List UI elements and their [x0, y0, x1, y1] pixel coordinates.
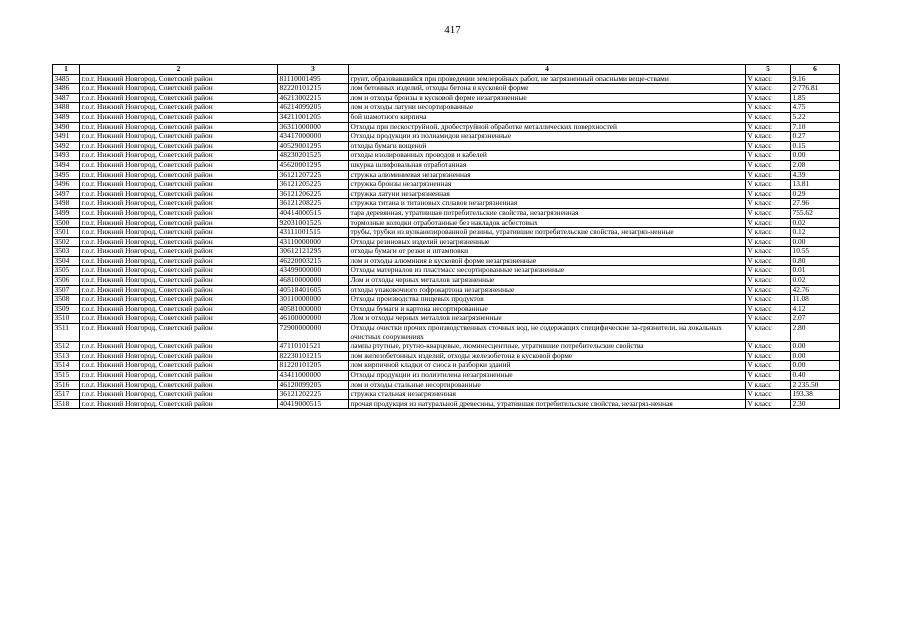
location-cell: г.о.г. Нижний Новгород, Советский район: [80, 266, 278, 276]
location-cell: г.о.г. Нижний Новгород, Советский район: [80, 93, 278, 103]
hazard-class-cell: V класс: [746, 380, 791, 390]
table-row: [53, 160, 840, 170]
waste-code-cell: 82230101215: [278, 351, 349, 361]
quantity-cell: 0.15: [791, 141, 840, 151]
waste-name-cell: лом железобетонных изделий, отходы железобетона в кусковой форме: [349, 351, 746, 361]
location-cell: г.о.г. Нижний Новгород, Советский район: [80, 199, 278, 209]
table-row: [53, 399, 840, 409]
row-number-cell: 3502: [53, 237, 80, 247]
table-row: [53, 324, 840, 342]
quantity-cell: 4.39: [791, 170, 840, 180]
waste-name-cell: тормозные колодки отработанные без накладок асбестовых: [349, 218, 746, 228]
waste-code-cell: 46214099205: [278, 103, 349, 113]
table-row: [53, 141, 840, 151]
waste-name-cell: Отходы продукции из полиамидов незагрязненные: [349, 132, 746, 142]
waste-name-cell: лампы ртутные, ртутно-кварцевые, люминесцентные, утратившие потребительские свойства: [349, 342, 746, 352]
table-row: [53, 371, 840, 381]
quantity-cell: 0.02: [791, 276, 840, 286]
waste-name-cell: Отходы продукции из полиэтилена незагрязненные: [349, 371, 746, 381]
table-row: [53, 256, 840, 266]
hazard-class-cell: V класс: [746, 141, 791, 151]
row-number-cell: 3513: [53, 351, 80, 361]
location-cell: г.о.г. Нижний Новгород, Советский район: [80, 256, 278, 266]
location-cell: г.о.г. Нижний Новгород, Советский район: [80, 74, 278, 84]
waste-code-cell: 40518401605: [278, 285, 349, 295]
waste-code-cell: 34211001205: [278, 112, 349, 122]
location-cell: г.о.г. Нижний Новгород, Советский район: [80, 112, 278, 122]
location-cell: г.о.г. Нижний Новгород, Советский район: [80, 218, 278, 228]
waste-name-cell: Отходы резиновых изделий незагрязненные: [349, 237, 746, 247]
waste-name-cell: Отходы бумаги и картона несортированные: [349, 304, 746, 314]
quantity-cell: 4.75: [791, 103, 840, 113]
waste-code-cell: 47110101521: [278, 342, 349, 352]
quantity-cell: 0.27: [791, 132, 840, 142]
waste-name-cell: грунт, образовавшийся при проведении землеройных работ, не загрязненный опасными веще-ствами: [349, 74, 746, 84]
row-number-cell: 3516: [53, 380, 80, 390]
location-cell: г.о.г. Нижний Новгород, Советский район: [80, 132, 278, 142]
waste-name-cell: Лом и отходы черных металлов незагрязненные: [349, 314, 746, 324]
hazard-class-cell: V класс: [746, 237, 791, 247]
quantity-cell: 2.30: [791, 399, 840, 409]
row-number-cell: 3500: [53, 218, 80, 228]
row-number-cell: 3506: [53, 276, 80, 286]
row-number-cell: 3495: [53, 170, 80, 180]
waste-code-cell: 43499000000: [278, 266, 349, 276]
waste-code-cell: 36121205225: [278, 180, 349, 190]
hazard-class-cell: V класс: [746, 208, 791, 218]
hazard-class-cell: V класс: [746, 351, 791, 361]
waste-name-cell: отходы упаковочного гофрокартона незагрязненные: [349, 285, 746, 295]
table-row: [53, 304, 840, 314]
waste-code-cell: 43111001515: [278, 228, 349, 238]
location-cell: г.о.г. Нижний Новгород, Советский район: [80, 151, 278, 161]
row-number-cell: 3486: [53, 84, 80, 94]
waste-code-cell: 30612121295: [278, 247, 349, 257]
waste-code-cell: 36311000000: [278, 122, 349, 132]
location-cell: г.о.г. Нижний Новгород, Советский район: [80, 103, 278, 113]
waste-name-cell: стружка бронзы незагрязненная: [349, 180, 746, 190]
quantity-cell: 0.00: [791, 237, 840, 247]
row-number-cell: 3507: [53, 285, 80, 295]
row-number-cell: 3498: [53, 199, 80, 209]
waste-code-cell: 36121206225: [278, 189, 349, 199]
quantity-cell: 10.55: [791, 247, 840, 257]
table-row: [53, 390, 840, 400]
row-number-cell: 3505: [53, 266, 80, 276]
table-row: [53, 199, 840, 209]
quantity-cell: 2.07: [791, 314, 840, 324]
hazard-class-cell: V класс: [746, 170, 791, 180]
table-row: [53, 218, 840, 228]
waste-name-cell: отходы изолированных проводов и кабелей: [349, 151, 746, 161]
hazard-class-cell: V класс: [746, 180, 791, 190]
quantity-cell: 0.00: [791, 151, 840, 161]
waste-code-cell: 40419000515: [278, 399, 349, 409]
column-header: 4: [349, 65, 746, 75]
table-row: [53, 380, 840, 390]
hazard-class-cell: V класс: [746, 189, 791, 199]
location-cell: г.о.г. Нижний Новгород, Советский район: [80, 371, 278, 381]
quantity-cell: 0.80: [791, 256, 840, 266]
waste-name-cell: стружка алюминиевая незагрязненная: [349, 170, 746, 180]
location-cell: г.о.г. Нижний Новгород, Советский район: [80, 342, 278, 352]
location-cell: г.о.г. Нижний Новгород, Советский район: [80, 122, 278, 132]
waste-code-cell: 43110000000: [278, 237, 349, 247]
waste-code-cell: 82220101215: [278, 84, 349, 94]
table-row: [53, 151, 840, 161]
table-row: [53, 314, 840, 324]
quantity-cell: 0.29: [791, 189, 840, 199]
waste-code-cell: 81220101205: [278, 361, 349, 371]
location-cell: г.о.г. Нижний Новгород, Советский район: [80, 314, 278, 324]
location-cell: г.о.г. Нижний Новгород, Советский район: [80, 361, 278, 371]
location-cell: г.о.г. Нижний Новгород, Советский район: [80, 304, 278, 314]
location-cell: г.о.г. Нижний Новгород, Советский район: [80, 295, 278, 305]
waste-name-cell: Отходы производства пищевых продуктов: [349, 295, 746, 305]
waste-code-cell: 43411000000: [278, 371, 349, 381]
row-number-cell: 3517: [53, 390, 80, 400]
hazard-class-cell: V класс: [746, 276, 791, 286]
location-cell: г.о.г. Нижний Новгород, Советский район: [80, 380, 278, 390]
location-cell: г.о.г. Нижний Новгород, Советский район: [80, 324, 278, 342]
column-header: 3: [278, 65, 349, 75]
hazard-class-cell: V класс: [746, 247, 791, 257]
quantity-cell: 1.85: [791, 93, 840, 103]
table-row: [53, 93, 840, 103]
table-row: [53, 170, 840, 180]
table-body: [53, 74, 840, 409]
quantity-cell: 7.10: [791, 122, 840, 132]
quantity-cell: 755.62: [791, 208, 840, 218]
hazard-class-cell: V класс: [746, 285, 791, 295]
quantity-cell: 0.02: [791, 218, 840, 228]
location-cell: г.о.г. Нижний Новгород, Советский район: [80, 160, 278, 170]
waste-code-cell: 92031001525: [278, 218, 349, 228]
quantity-cell: 42.76: [791, 285, 840, 295]
hazard-class-cell: V класс: [746, 132, 791, 142]
waste-name-cell: лом кирпичной кладки от сноса и разборки зданий: [349, 361, 746, 371]
quantity-cell: 11.08: [791, 295, 840, 305]
location-cell: г.о.г. Нижний Новгород, Советский район: [80, 189, 278, 199]
row-number-cell: 3492: [53, 141, 80, 151]
table-row: [53, 285, 840, 295]
waste-name-cell: прочая продукция из натуральной древесины, утратившая потребительские свойства, незагряз-ненная: [349, 399, 746, 409]
location-cell: г.о.г. Нижний Новгород, Советский район: [80, 276, 278, 286]
row-number-cell: 3490: [53, 122, 80, 132]
quantity-cell: 0.40: [791, 371, 840, 381]
quantity-cell: 0.01: [791, 266, 840, 276]
waste-name-cell: стружка стальная незагрязненная: [349, 390, 746, 400]
waste-name-cell: шкурка шлифовальная отработанная: [349, 160, 746, 170]
table-header-row: [53, 65, 840, 75]
hazard-class-cell: V класс: [746, 256, 791, 266]
hazard-class-cell: V класс: [746, 295, 791, 305]
quantity-cell: 193.38: [791, 390, 840, 400]
hazard-class-cell: V класс: [746, 304, 791, 314]
quantity-cell: 5.22: [791, 112, 840, 122]
quantity-cell: 0.12: [791, 228, 840, 238]
hazard-class-cell: V класс: [746, 112, 791, 122]
hazard-class-cell: V класс: [746, 160, 791, 170]
quantity-cell: 2 776.81: [791, 84, 840, 94]
table-row: [53, 180, 840, 190]
location-cell: г.о.г. Нижний Новгород, Советский район: [80, 180, 278, 190]
table-row: [53, 342, 840, 352]
row-number-cell: 3518: [53, 399, 80, 409]
column-header: 5: [746, 65, 791, 75]
waste-name-cell: лом и отходы стальные несортированные: [349, 380, 746, 390]
column-header: 2: [80, 65, 278, 75]
waste-name-cell: отходы бумаги от резки и штамповки: [349, 247, 746, 257]
waste-code-cell: 48230201525: [278, 151, 349, 161]
waste-code-cell: 46220003215: [278, 256, 349, 266]
table-row: [53, 228, 840, 238]
waste-code-cell: 40581000000: [278, 304, 349, 314]
row-number-cell: 3497: [53, 189, 80, 199]
row-number-cell: 3496: [53, 180, 80, 190]
waste-name-cell: тара деревянная, утратившая потребительские свойства, незагрязненная: [349, 208, 746, 218]
waste-code-cell: 43417000000: [278, 132, 349, 142]
row-number-cell: 3509: [53, 304, 80, 314]
row-number-cell: 3493: [53, 151, 80, 161]
location-cell: г.о.г. Нижний Новгород, Советский район: [80, 351, 278, 361]
waste-code-cell: 45620001295: [278, 160, 349, 170]
hazard-class-cell: V класс: [746, 399, 791, 409]
waste-code-cell: 36121207225: [278, 170, 349, 180]
location-cell: г.о.г. Нижний Новгород, Советский район: [80, 84, 278, 94]
quantity-cell: 27.96: [791, 199, 840, 209]
waste-name-cell: лом бетонных изделий, отходы бетона в кусковой форме: [349, 84, 746, 94]
table-row: [53, 295, 840, 305]
location-cell: г.о.г. Нижний Новгород, Советский район: [80, 141, 278, 151]
quantity-cell: 2 235.50: [791, 380, 840, 390]
row-number-cell: 3514: [53, 361, 80, 371]
waste-name-cell: Лом и отходы черных металлов загрязненные: [349, 276, 746, 286]
table-row: [53, 122, 840, 132]
quantity-cell: 4.12: [791, 304, 840, 314]
row-number-cell: 3499: [53, 208, 80, 218]
quantity-cell: 0.00: [791, 342, 840, 352]
table-row: [53, 351, 840, 361]
table-row: [53, 266, 840, 276]
waste-name-cell: лом и отходы алюминия в кусковой форме незагрязненные: [349, 256, 746, 266]
row-number-cell: 3511: [53, 324, 80, 342]
hazard-class-cell: V класс: [746, 324, 791, 342]
table-row: [53, 189, 840, 199]
waste-code-cell: 46213002215: [278, 93, 349, 103]
hazard-class-cell: V класс: [746, 371, 791, 381]
table-row: [53, 237, 840, 247]
quantity-cell: 2.80: [791, 324, 840, 342]
table-row: [53, 247, 840, 257]
table-row: [53, 132, 840, 142]
hazard-class-cell: V класс: [746, 228, 791, 238]
waste-code-cell: 46120099205: [278, 380, 349, 390]
waste-code-cell: 46810000000: [278, 276, 349, 286]
table-row: [53, 74, 840, 84]
row-number-cell: 3504: [53, 256, 80, 266]
waste-code-cell: 40414000515: [278, 208, 349, 218]
waste-registry-table: [52, 64, 840, 409]
location-cell: г.о.г. Нижний Новгород, Советский район: [80, 285, 278, 295]
hazard-class-cell: V класс: [746, 199, 791, 209]
row-number-cell: 3485: [53, 74, 80, 84]
table-row: [53, 361, 840, 371]
column-header: 1: [53, 65, 80, 75]
waste-code-cell: 81110001495: [278, 74, 349, 84]
table-row: [53, 276, 840, 286]
waste-code-cell: 40529001295: [278, 141, 349, 151]
waste-code-cell: 36121208225: [278, 199, 349, 209]
quantity-cell: 13.81: [791, 180, 840, 190]
location-cell: г.о.г. Нижний Новгород, Советский район: [80, 390, 278, 400]
waste-name-cell: Отходы очистки прочих производственных сточных вод, не содержащих специфические за-грязнители, на локальных очистных сооружениях: [349, 324, 746, 342]
quantity-cell: 2.08: [791, 160, 840, 170]
hazard-class-cell: V класс: [746, 361, 791, 371]
hazard-class-cell: V класс: [746, 266, 791, 276]
row-number-cell: 3501: [53, 228, 80, 238]
waste-code-cell: 46100000000: [278, 314, 349, 324]
waste-name-cell: стружка титана и титановых сплавов незагрязненная: [349, 199, 746, 209]
column-header: 6: [791, 65, 840, 75]
quantity-cell: 9.16: [791, 74, 840, 84]
waste-code-cell: 72900000000: [278, 324, 349, 342]
waste-name-cell: бой шамотного кирпича: [349, 112, 746, 122]
waste-name-cell: стружка латуни незагрязненная: [349, 189, 746, 199]
table-row: [53, 112, 840, 122]
waste-name-cell: трубы, трубки из вулканизированной резины, утратившие потребительские свойства, незагряз-ненные: [349, 228, 746, 238]
location-cell: г.о.г. Нижний Новгород, Советский район: [80, 208, 278, 218]
row-number-cell: 3512: [53, 342, 80, 352]
waste-name-cell: отходы бумаги вощеной: [349, 141, 746, 151]
table-row: [53, 103, 840, 113]
hazard-class-cell: V класс: [746, 218, 791, 228]
waste-name-cell: лом и отходы бронзы в кусковой форме незагрязненные: [349, 93, 746, 103]
hazard-class-cell: V класс: [746, 342, 791, 352]
row-number-cell: 3487: [53, 93, 80, 103]
hazard-class-cell: V класс: [746, 122, 791, 132]
quantity-cell: 0.00: [791, 361, 840, 371]
location-cell: г.о.г. Нижний Новгород, Советский район: [80, 399, 278, 409]
location-cell: г.о.г. Нижний Новгород, Советский район: [80, 237, 278, 247]
waste-name-cell: Отходы при пескоструйной, дробеструйной обработке металлических поверхностей: [349, 122, 746, 132]
quantity-cell: 0.00: [791, 351, 840, 361]
hazard-class-cell: V класс: [746, 103, 791, 113]
row-number-cell: 3510: [53, 314, 80, 324]
waste-code-cell: 36121202225: [278, 390, 349, 400]
page-number: 417: [444, 24, 461, 36]
waste-name-cell: Отходы материалов из пластмасс несортированные незагрязненные: [349, 266, 746, 276]
waste-code-cell: 30110000000: [278, 295, 349, 305]
row-number-cell: 3489: [53, 112, 80, 122]
hazard-class-cell: V класс: [746, 93, 791, 103]
hazard-class-cell: V класс: [746, 390, 791, 400]
hazard-class-cell: V класс: [746, 314, 791, 324]
row-number-cell: 3491: [53, 132, 80, 142]
waste-name-cell: лом и отходы латуни несортированные: [349, 103, 746, 113]
row-number-cell: 3508: [53, 295, 80, 305]
row-number-cell: 3488: [53, 103, 80, 113]
table-row: [53, 84, 840, 94]
row-number-cell: 3494: [53, 160, 80, 170]
row-number-cell: 3503: [53, 247, 80, 257]
location-cell: г.о.г. Нижний Новгород, Советский район: [80, 170, 278, 180]
hazard-class-cell: V класс: [746, 151, 791, 161]
location-cell: г.о.г. Нижний Новгород, Советский район: [80, 247, 278, 257]
hazard-class-cell: V класс: [746, 74, 791, 84]
table-row: [53, 208, 840, 218]
hazard-class-cell: V класс: [746, 84, 791, 94]
row-number-cell: 3515: [53, 371, 80, 381]
location-cell: г.о.г. Нижний Новгород, Советский район: [80, 228, 278, 238]
